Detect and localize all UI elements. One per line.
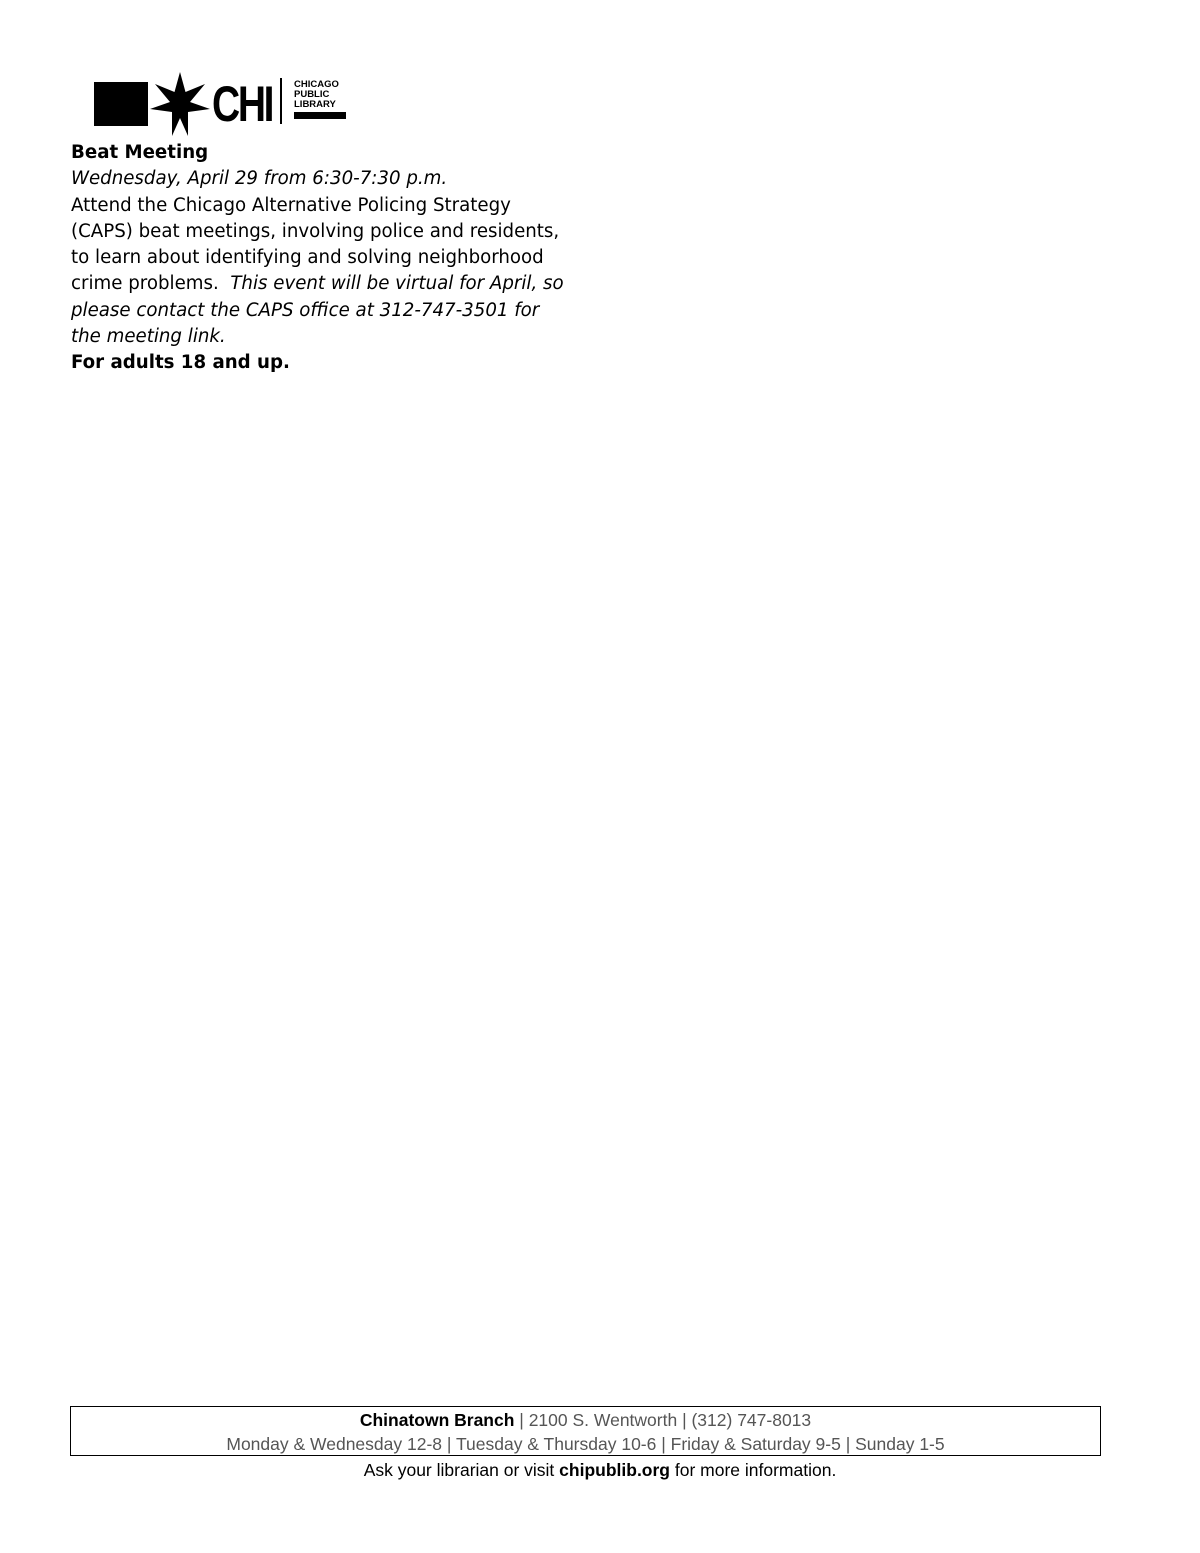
event-title: Beat Meeting	[71, 142, 209, 163]
logo-word-public: PUBLIC	[294, 89, 330, 100]
logo-word-chicago: CHICAGO	[294, 79, 339, 90]
logo-divider	[280, 78, 282, 124]
logo-word-library: LIBRARY	[294, 99, 336, 110]
website-link[interactable]: chipublib.org	[559, 1460, 670, 1480]
logo-wordmark	[294, 80, 339, 110]
more-info-suffix: for more information.	[670, 1460, 837, 1480]
logo-underline-bar	[294, 112, 346, 119]
more-info-line	[0, 1458, 1200, 1482]
logo-square	[94, 82, 148, 126]
event-description: Attend the Chicago Alternative Policing Strategy (CAPS) beat meetings, involving police and residents, to learn about identifying and solving neighborhood crime problems.	[71, 194, 560, 295]
logo-chi-text: CHI	[212, 76, 273, 132]
branch-details: | 2100 S. Wentworth | (312) 747-8013	[514, 1410, 812, 1430]
branch-hours: Monday & Wednesday 12-8 | Tuesday & Thursday 10-6 | Friday & Saturday 9-5 | Sunday 1-5	[226, 1434, 945, 1454]
event-description-paragraph	[71, 193, 571, 351]
event-note: This event will be virtual for April, so please contact the CAPS office at 312-747-3501 for the meeting link.	[71, 273, 564, 348]
branch-info-box	[70, 1406, 1101, 1456]
branch-contact-line	[71, 1408, 1100, 1432]
event-audience: For adults 18 and up.	[71, 352, 290, 374]
branch-name: Chinatown Branch	[359, 1410, 515, 1430]
event-date: Wednesday, April 29 from 6:30-7:30 p.m.	[71, 168, 448, 190]
more-info-prefix: Ask your librarian or visit	[363, 1460, 560, 1480]
event-listing	[71, 140, 571, 377]
chicago-public-library-logo	[92, 72, 352, 136]
chicago-star-icon	[150, 72, 210, 136]
